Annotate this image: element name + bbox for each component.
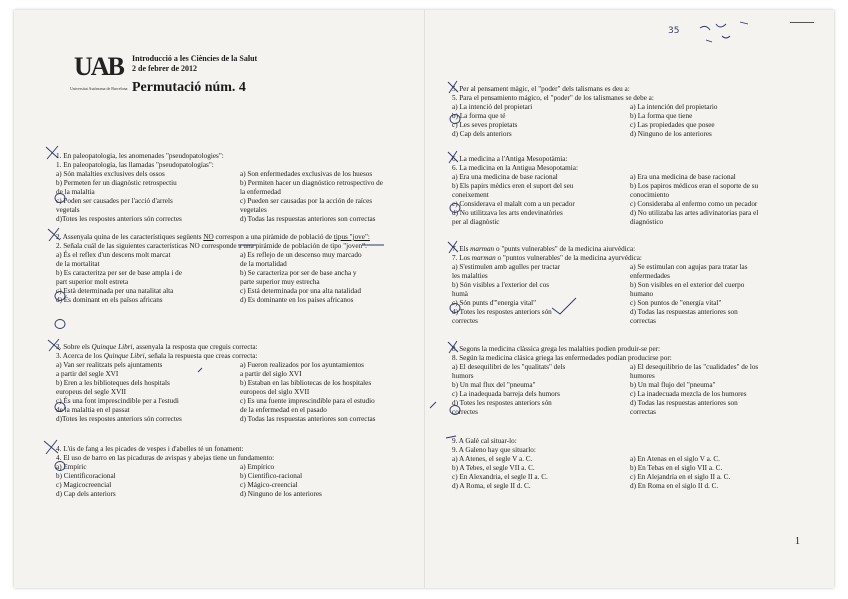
option-line: b) Científico-racional: [240, 472, 303, 480]
question-6-options: [452, 173, 808, 227]
uab-logo-caption: Universitat Autònoma de Barcelona: [70, 86, 128, 91]
question-2-cat-c: tipus "jove":: [333, 233, 370, 241]
option-line: a) Empíric: [56, 463, 87, 471]
option-line: a) A Atenes, el segle V a. C.: [452, 455, 533, 463]
exam-date: 2 de febrer de 2012: [132, 64, 198, 73]
option-line: a) Son enfermedades exclusivas de los huesos: [240, 170, 373, 178]
option-line: de la mortalidad: [240, 260, 287, 268]
option-line: de la malaltia en el passat: [56, 406, 130, 414]
option-line: b) Un mal flux del "pneuma": [452, 381, 536, 389]
question-3-cat-italic: Quinque Libri: [91, 343, 133, 351]
options-cat: [56, 170, 240, 224]
option-line: part superior molt estreta: [56, 278, 129, 286]
options-es: [240, 361, 424, 424]
option-line: c) Son puntos de "energía vital": [630, 299, 722, 307]
question-9: [452, 437, 808, 491]
option-line: c) Está determinada por una alta natalidad: [240, 287, 361, 295]
option-line: a) Es reflejo de un descenso muy marcado: [240, 251, 362, 259]
option-line: a partir del siglo XVI: [240, 370, 302, 378]
option-line: d) Cap dels anteriors: [452, 130, 512, 138]
option-line: a) El desequilibrio de las "cualidades" de los: [630, 363, 759, 371]
options-cat: [452, 363, 630, 417]
options-es: [630, 103, 808, 139]
options-cat: [56, 251, 240, 305]
question-3-es: [56, 352, 424, 361]
option-line: b) Permeten fer un diagnòstic retrospectiu: [56, 179, 177, 187]
page-fold: [424, 10, 425, 588]
option-line: diagnóstico: [630, 218, 664, 226]
question-3-cat-b: , assenyala la resposta que creguis correcta:: [132, 343, 258, 351]
option-line: c) Mágico-creencial: [240, 481, 298, 489]
option-line: b) Permiten hacer un diagnóstico retrospectivo de: [240, 179, 383, 187]
question-3-cat-a: 3. Sobre els: [56, 343, 92, 351]
options-cat: [452, 173, 630, 227]
question-8: [452, 345, 808, 417]
question-4-options: [56, 463, 424, 499]
option-line: coneixement: [452, 191, 489, 199]
option-line: c) Magicocreencial: [56, 481, 112, 489]
option-line: a) En Atenas en el siglo V a. C.: [630, 455, 720, 463]
option-line: b) Es caracteritza per ser de base ampla i de: [56, 269, 182, 277]
option-line: de la malaltia: [56, 188, 95, 196]
option-line: correctas: [630, 408, 656, 416]
option-line: c) Las propiedades que posee: [630, 121, 715, 129]
option-line: de la mortalitat: [56, 260, 100, 268]
option-line: b) Un mal flujo del "pneuma": [630, 381, 716, 389]
option-line: a) Empírico: [240, 463, 275, 471]
option-line: c) En Alejandría en el siglo II a. C.: [630, 473, 731, 481]
page-title: Permutació núm. 4: [132, 80, 246, 95]
option-line: a) S'estimulen amb agulles per tractar: [452, 263, 561, 271]
question-7-options: [452, 263, 808, 326]
option-line: a) És el reflex d'un descens molt marcat: [56, 251, 171, 259]
option-line: d) Ninguno de los anteriores: [240, 490, 322, 498]
question-3-es-b: , señala la respuesta que creas correcta:: [144, 352, 258, 360]
option-line: b) Estaban en las bibliotecas de los hospitales: [240, 379, 372, 387]
option-line: b) Se caracteriza por ser de base ancha y: [240, 269, 357, 277]
page-number: 1: [795, 536, 800, 547]
options-es: [630, 363, 808, 417]
question-7-cat-a: 7. Els: [452, 245, 471, 253]
option-line: les malalties: [452, 272, 488, 280]
option-line: c) Les seves propietats: [452, 121, 518, 129]
option-line: d)Totes les respostes anteriors són correctes: [56, 215, 182, 223]
question-7-es-b: o "puntos vulnerables" de la medicina ayurvédica:: [495, 254, 642, 262]
question-3-options: [56, 361, 424, 424]
option-line: d) Todas las respuestas anteriores son: [630, 308, 738, 316]
option-line: vegetals: [56, 206, 80, 214]
option-line: b) La forma que té: [452, 112, 506, 120]
option-line: correctes: [452, 317, 478, 325]
question-7-es-a: 7. Los: [452, 254, 472, 262]
question-5-es: 5. Para el pensamiento mágico, el "poder" de los talismanes se debe a:: [452, 94, 654, 102]
options-cat: [56, 361, 240, 424]
option-line: b) A Tebes, el segle VII a. C.: [452, 464, 535, 472]
question-7-cat-italic: marman: [470, 245, 495, 253]
question-5-options: [452, 103, 808, 139]
option-line: c) Està determinada per una natalitat alta: [56, 287, 174, 295]
option-line: a) Van ser realitzats pels ajuntaments: [56, 361, 163, 369]
question-2-es: 2. Señala cuál de las siguientes características NO corresponde a una pirámide de población de tipo "joven":: [56, 242, 368, 250]
option-line: d) No utilitzava les arts endevinatòries: [452, 209, 563, 217]
option-line: c) La inadequada barreja dels humors: [452, 390, 560, 398]
option-line: a) Era una medicina de base racional: [630, 173, 736, 181]
option-line: c) Són punts d'"energia vital": [452, 299, 537, 307]
option-line: b) Eren a les biblioteques dels hospitals: [56, 379, 170, 387]
option-line: la enfermedad: [240, 188, 281, 196]
option-line: b) La forma que tiene: [630, 112, 693, 120]
option-line: d)Totes les respostes anteriors són correctes: [56, 415, 182, 423]
option-line: per al diagnòstic: [452, 218, 500, 226]
question-1-es: 1. En paleopatología, las llamadas "pseudopatologías":: [56, 161, 214, 169]
question-2-cat: [56, 233, 424, 242]
option-line: vegetales: [240, 206, 267, 214]
question-6-cat: 6. La medicina a l'Antiga Mesopotàmia:: [452, 155, 568, 163]
question-7-es-italic: marman: [471, 254, 496, 262]
question-9-options: [452, 455, 808, 491]
option-line: d) Todas las respuestas anteriores son correctas: [240, 415, 376, 423]
option-line: a) La intenció del propietari: [452, 103, 533, 111]
option-line: c) Pueden ser causadas por la acción de raíces: [240, 197, 373, 205]
question-8-es: 8. Según la medicina clásica griega las enfermedades podían producirse por:: [452, 354, 672, 362]
question-3-cat: [56, 343, 424, 352]
option-line: b) Los papiros médicos eran el soporte de su: [630, 182, 759, 190]
option-line: d) Totes les respostes anteriors són: [452, 399, 552, 407]
option-line: c) Es una fuente imprescindible para el estudio: [240, 397, 375, 405]
question-5-cat: 5. Per al pensament màgic, el "poder" dels talismans es deu a:: [452, 85, 630, 93]
option-line: d) A Roma, el segle II d. C.: [452, 482, 531, 490]
question-1: [56, 152, 424, 224]
option-line: humores: [630, 372, 655, 380]
question-2-cat-b: correspon a una piràmide de població de: [213, 233, 334, 241]
option-line: d) No utilizaba las artes adivinatorias para el: [630, 209, 759, 217]
option-line: a partir del segle XVI: [56, 370, 119, 378]
option-line: d) És dominant en els països africans: [56, 296, 163, 304]
options-es: [240, 463, 424, 499]
options-es: [630, 263, 808, 326]
question-6: [452, 155, 808, 227]
question-2: [56, 233, 424, 305]
option-line: conocimiento: [630, 191, 670, 199]
question-5: [452, 85, 808, 139]
option-line: europeos del siglo XVII: [240, 388, 310, 396]
option-line: b) Els papirs mèdics eren el suport del seu: [452, 182, 574, 190]
question-2-cat-a: 2. Assenyala quina de les característiques següents: [56, 233, 204, 241]
question-4: [56, 445, 424, 499]
option-line: humors: [452, 372, 474, 380]
options-es: [630, 173, 808, 227]
question-1-options: [56, 170, 424, 224]
question-3: [56, 343, 424, 424]
question-7-es: [452, 254, 808, 263]
options-cat: [452, 263, 630, 326]
question-2-no: NO: [203, 233, 214, 241]
option-line: correctas: [630, 317, 656, 325]
option-line: b) Son visibles en el exterior del cuerpo: [630, 281, 745, 289]
option-line: a) La intención del propietario: [630, 103, 718, 111]
question-9-es: 9. A Galeno hay que situarlo:: [452, 446, 536, 454]
option-line: d) Cap dels anteriors: [56, 490, 116, 498]
uab-logo: UAB: [74, 52, 123, 81]
option-line: b) En Tebas en el siglo VII a. C.: [630, 464, 723, 472]
question-4-es: 4. El uso de barro en las picaduras de avispas y abejas tiene un fundamento:: [56, 454, 275, 462]
option-line: c) És una font imprescindible per a l'estudi: [56, 397, 179, 405]
options-es: [240, 170, 424, 224]
option-line: humano: [630, 290, 654, 298]
options-cat: [452, 455, 630, 491]
question-3-es-a: 3. Acerca de los: [56, 352, 104, 360]
course-name: Introducció a les Ciències de la Salut: [132, 54, 258, 63]
question-9-cat: 9. A Galè cal situar-lo:: [452, 437, 517, 445]
option-line: correctes: [452, 408, 478, 416]
option-line: a) El desequilibri de les "qualitats" dels: [452, 363, 566, 371]
question-6-es: 6. La medicina en la Antigua Mesopotamia:: [452, 164, 578, 172]
option-line: a) Se estimulan con agujas para tratar las: [630, 263, 748, 271]
options-cat: [452, 103, 630, 139]
option-line: de la enfermedad en el pasado: [240, 406, 327, 414]
question-7-cat: [452, 245, 808, 254]
option-line: d) En Roma en el siglo II d. C.: [630, 482, 719, 490]
options-cat: [56, 463, 240, 499]
option-line: b) Científicoracional: [56, 472, 116, 480]
option-line: d) Totes les respostes anteriors són: [452, 308, 552, 316]
option-line: c) Poden ser causades per l'acció d'arrels: [56, 197, 173, 205]
option-line: a) Fueron realizados por los ayuntamientos: [240, 361, 364, 369]
handwritten-score: 35: [668, 26, 680, 36]
option-line: europeus del segle XVII: [56, 388, 127, 396]
option-line: d) Todas las respuestas anteriores son correctas: [240, 215, 376, 223]
question-1-cat: 1. En paleopatologia, les anomenades "pseudopatologies":: [56, 152, 224, 160]
top-right-dash: [790, 22, 814, 23]
question-8-options: [452, 363, 808, 417]
question-3-es-italic: Quinque Libri: [103, 352, 145, 360]
question-2-options: [56, 251, 424, 305]
question-4-cat: 4. L'ús de fang a les picades de vespes i d'abelles té un fonament:: [56, 445, 244, 453]
option-line: d) Ninguno de los anteriores: [630, 130, 712, 138]
options-es: [630, 455, 808, 491]
option-line: c) La inadecuada mezcla de los humores: [630, 390, 747, 398]
option-line: d) Todas las respuestas anteriores son: [630, 399, 738, 407]
option-line: enfermedades: [630, 272, 670, 280]
option-line: c) En Alexandria, el segle II a. C.: [452, 473, 548, 481]
option-line: c) Consideraba al enfermo como un pecador: [630, 200, 758, 208]
option-line: c) Considerava el malalt com a un pecador: [452, 200, 575, 208]
question-8-cat: 8. Segons la medicina clàssica grega les malalties podien produir-se per:: [452, 345, 661, 353]
option-line: b) Són visibles a l'exterior del cos: [452, 281, 550, 289]
option-line: a) Era una medicina de base racional: [452, 173, 558, 181]
option-line: d) Es dominante en los países africanos: [240, 296, 354, 304]
question-7-cat-b: o "punts vulnerables" de la medicina aiurvèdica:: [494, 245, 636, 253]
option-line: parte superior muy estrecha: [240, 278, 320, 286]
options-es: [240, 251, 424, 305]
question-7: [452, 245, 808, 326]
option-line: humà: [452, 290, 468, 298]
option-line: a) Són malalties exclusives dels ossos: [56, 170, 165, 178]
